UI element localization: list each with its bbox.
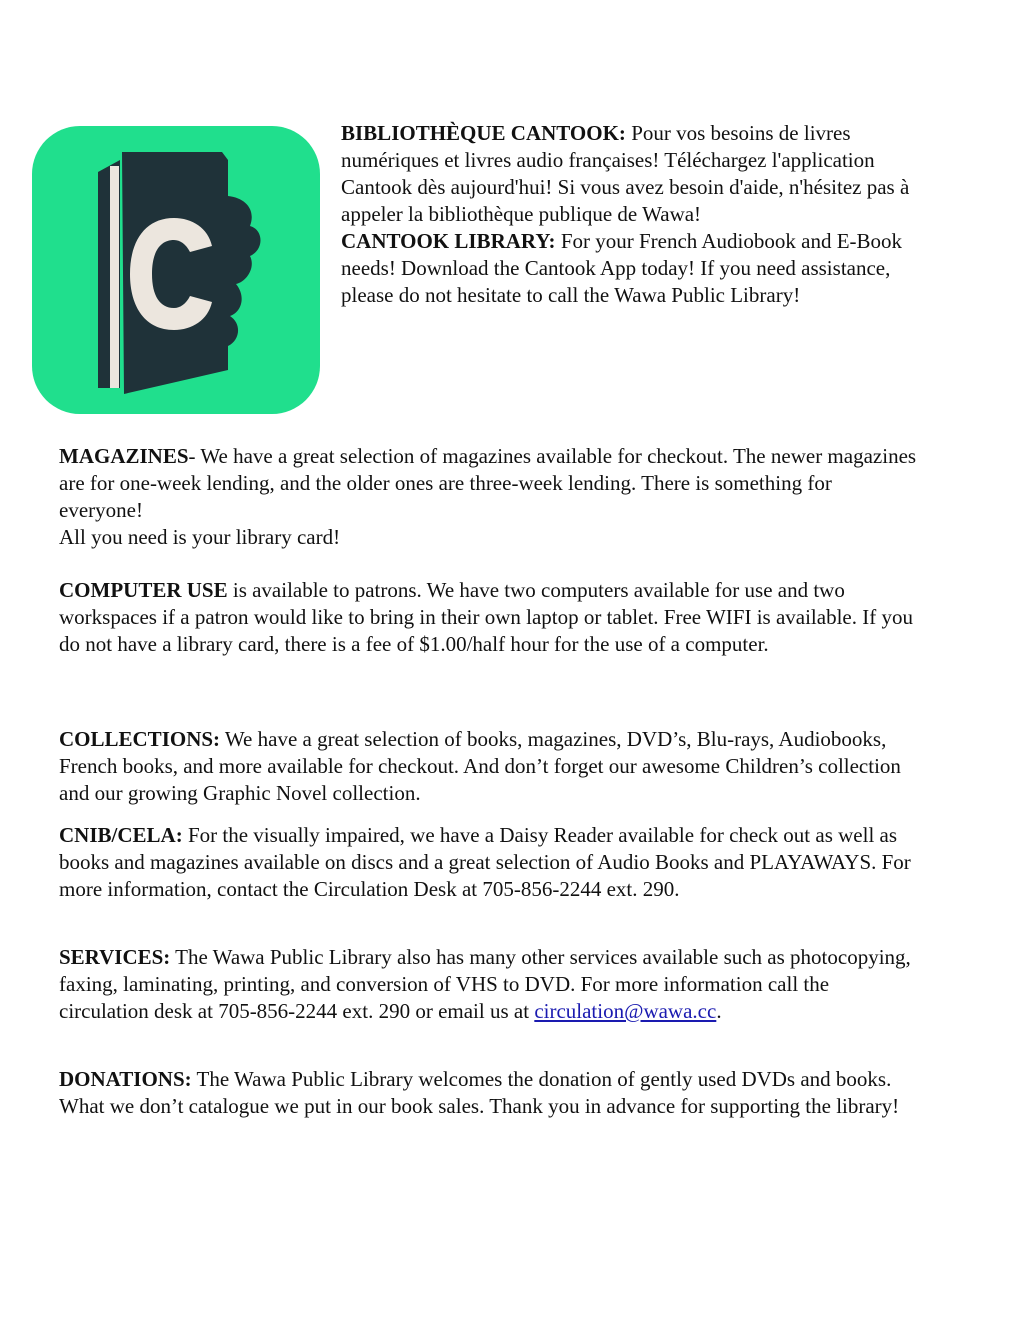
computer-use-paragraph: [59, 577, 919, 658]
cantook-french-text: Pour vos besoins de livres numériques et livres audio françaises! Téléchargez l'application Cantook dès aujourd'hui! Si vous avez besoin d'aide, n'hésitez pas à appeler la bibliothèque publique de Wawa!: [341, 121, 910, 226]
donations-paragraph: [59, 1066, 919, 1120]
services-paragraph: [59, 944, 919, 1025]
computer-use-section: [59, 577, 919, 658]
magazines-section: [59, 443, 919, 551]
cantook-french-heading: BIBLIOTHÈQUE CANTOOK:: [341, 121, 626, 145]
circulation-email-link[interactable]: circulation@wawa.cc: [534, 999, 717, 1023]
collections-heading: COLLECTIONS:: [59, 727, 221, 751]
magazines-heading: MAGAZINES: [59, 444, 189, 468]
cnib-cela-text: For the visually impaired, we have a Daisy Reader available for check out as well as books and magazines available on discs and a great selection of Audio Books and PLAYAWAYS. For more information, contact the Circulation Desk at 705-856-2244 ext. 290.: [59, 823, 911, 901]
cnib-cela-paragraph: [59, 822, 919, 903]
cantook-english-heading: CANTOOK LIBRARY:: [341, 229, 556, 253]
cantook-french-paragraph: [341, 120, 926, 228]
magazines-text: - We have a great selection of magazines available for checkout. The newer magazines are for one-week lending, and the older ones are three-week lending. There is something for everyone!: [59, 444, 917, 522]
collections-text: We have a great selection of books, magazines, DVD’s, Blu-rays, Audiobooks, French books, and more available for checkout. And don’t forget our awesome Children’s collection and our growing Graphic Novel collection.: [59, 727, 901, 805]
cantook-section: [341, 120, 926, 309]
services-section: [59, 944, 919, 1025]
cantook-english-text: For your French Audiobook and E-Book needs! Download the Cantook App today! If you need assistance, please do not hesitate to call the Wawa Public Library!: [341, 229, 903, 307]
donations-section: [59, 1066, 919, 1120]
services-text: The Wawa Public Library also has many other services available such as photocopying, faxing, laminating, printing, and conversion of VHS to DVD. For more information call the circulation desk at 705-856-2244 ext. 290 or email us at: [59, 945, 911, 1023]
computer-use-text: is available to patrons. We have two computers available for use and two workspaces if a patron would like to bring in their own laptop or tablet. Free WIFI is available. If you do not have a library card, there is a fee of $1.00/half hour for the use of a computer.: [59, 578, 913, 656]
magazines-library-card-line: All you need is your library card!: [59, 525, 341, 549]
donations-heading: DONATIONS:: [59, 1067, 192, 1091]
services-heading: SERVICES:: [59, 945, 171, 969]
cnib-cela-heading: CNIB/CELA:: [59, 823, 183, 847]
magazines-paragraph: [59, 443, 919, 524]
cantook-english-paragraph: [341, 228, 926, 309]
cantook-app-icon: [32, 126, 320, 414]
computer-use-heading: COMPUTER USE: [59, 578, 228, 602]
services-end-period: .: [716, 999, 722, 1023]
cnib-cela-section: [59, 822, 919, 903]
collections-section: [59, 726, 919, 807]
donations-text: The Wawa Public Library welcomes the donation of gently used DVDs and books. What we don’t catalogue we put in our book sales. Thank you in advance for supporting the library!: [59, 1067, 900, 1118]
collections-paragraph: [59, 726, 919, 807]
